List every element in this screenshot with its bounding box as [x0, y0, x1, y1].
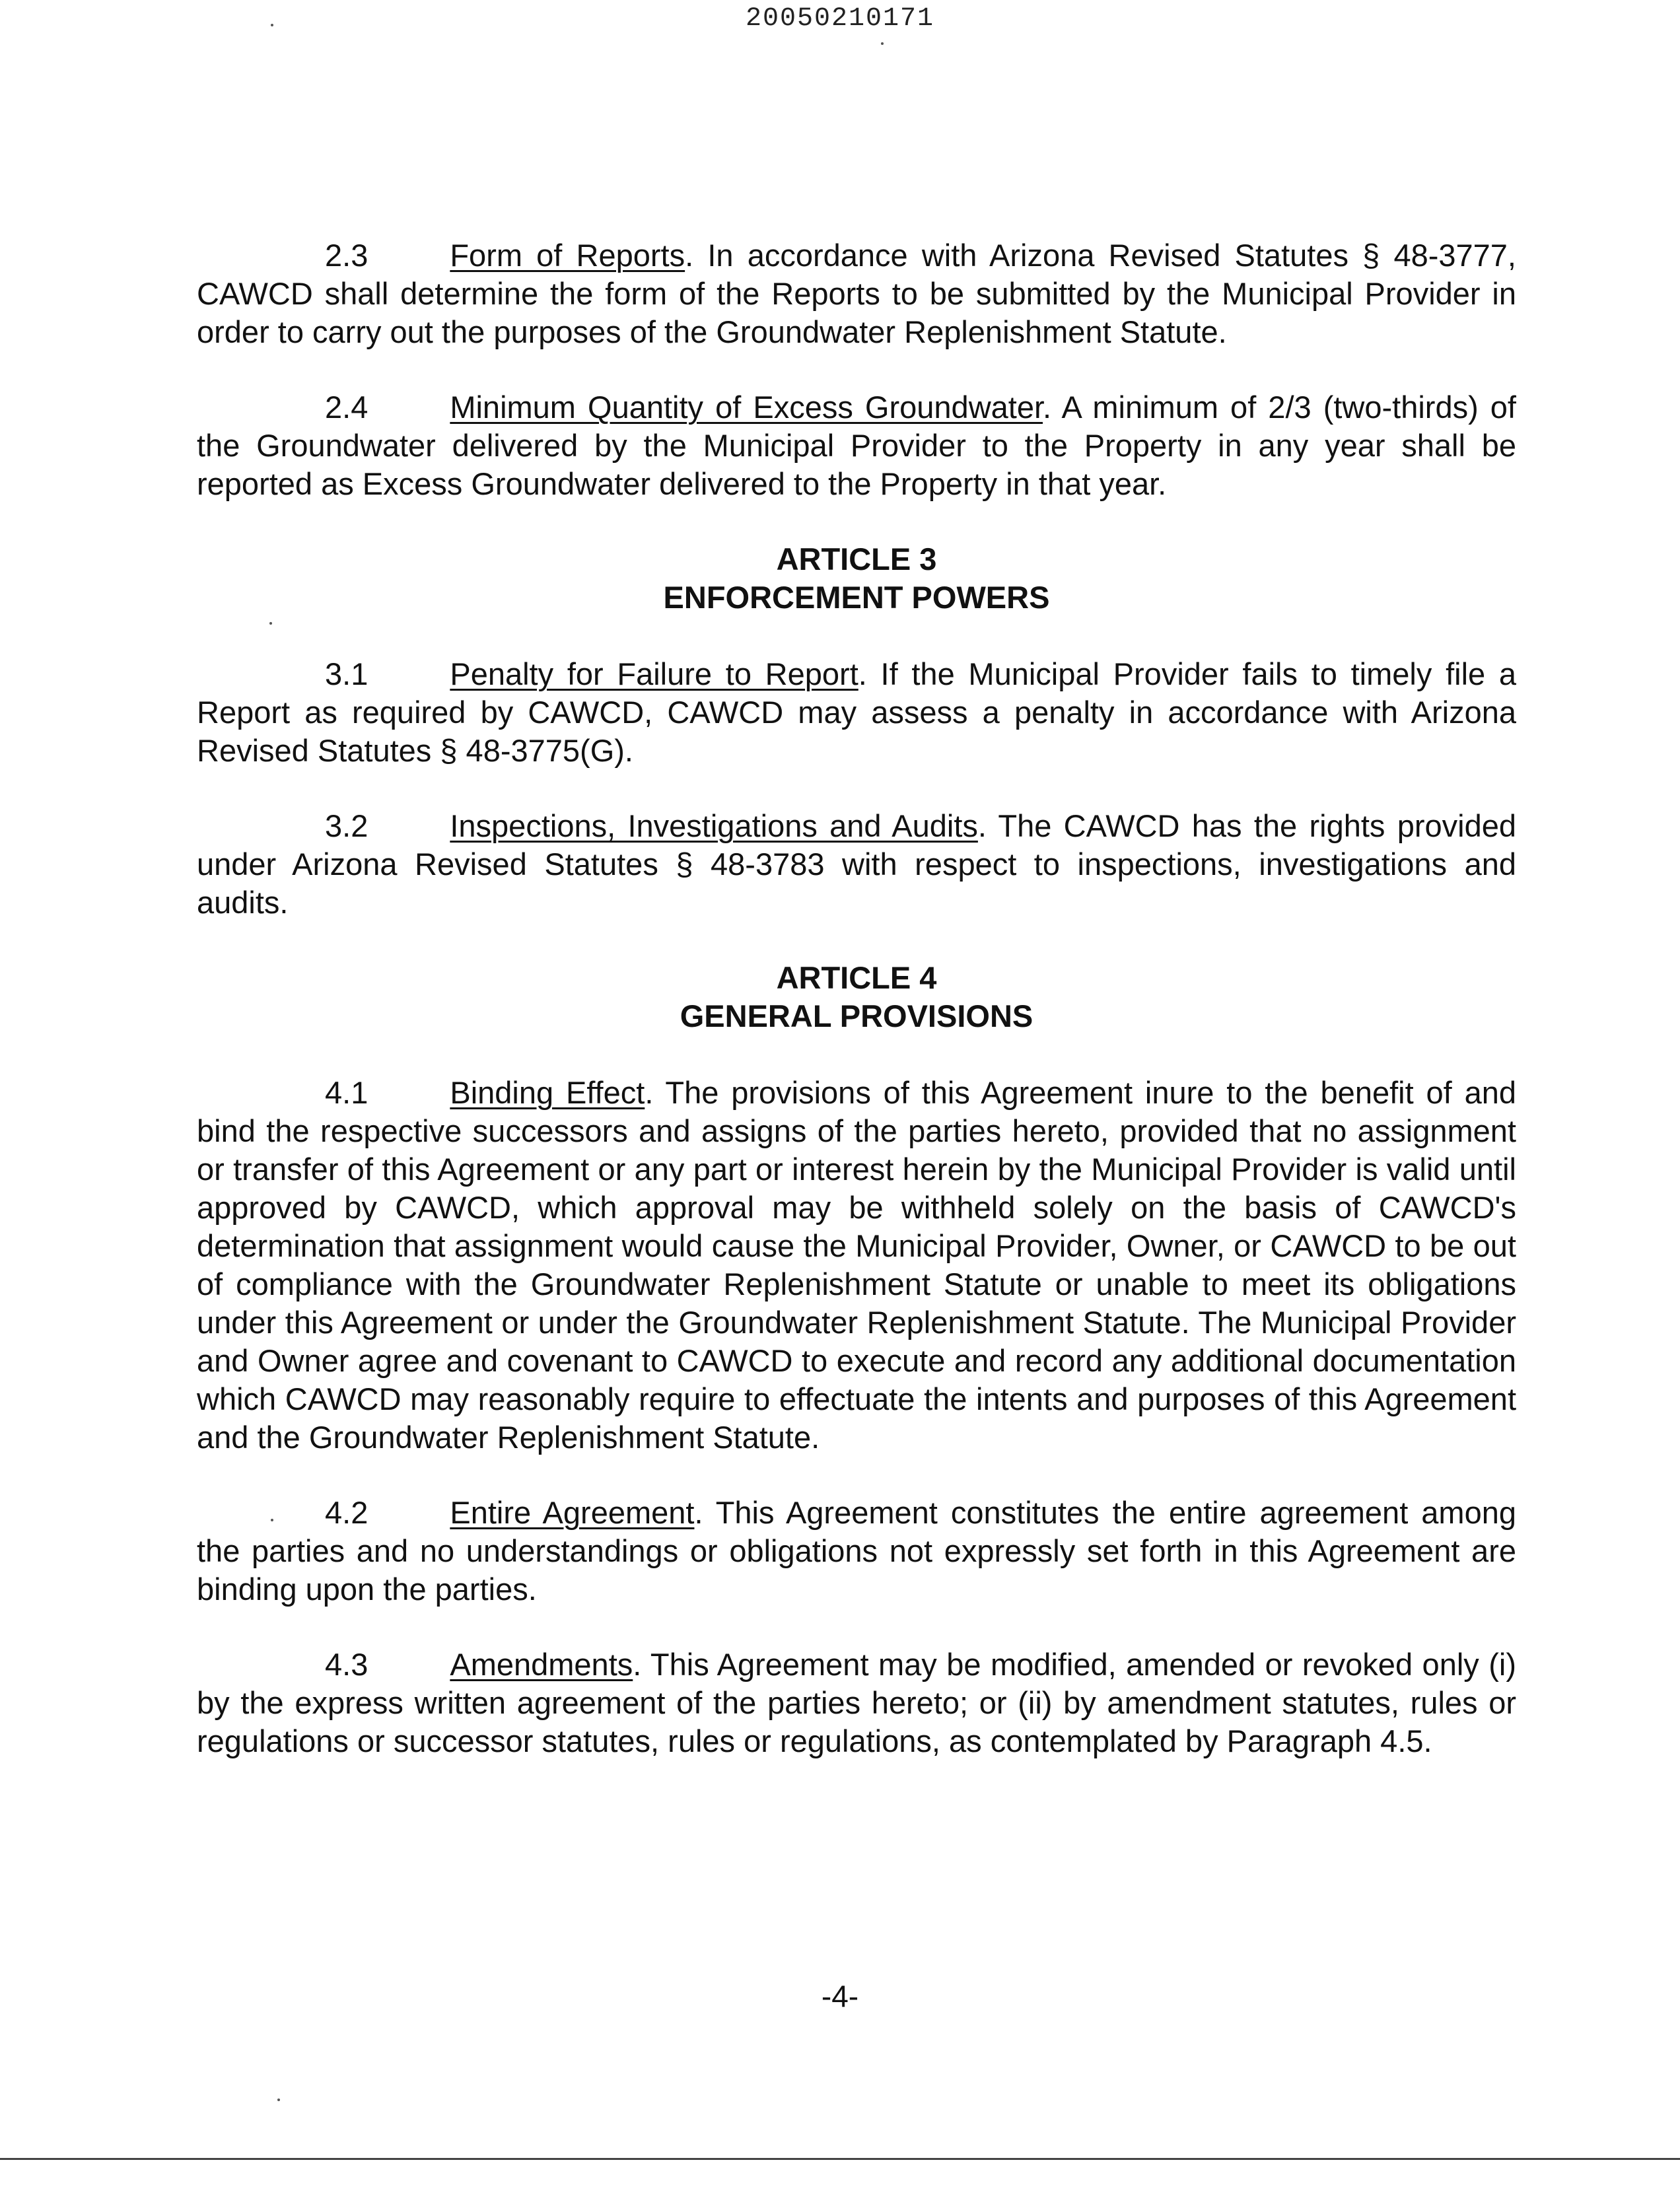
- section-title: Minimum Quantity of Excess Groundwater: [450, 390, 1043, 425]
- section-number: 3.2: [325, 808, 368, 843]
- section-number: 4.1: [325, 1075, 368, 1110]
- section-number: 4.3: [325, 1647, 368, 1682]
- section-title: Penalty for Failure to Report: [450, 656, 858, 691]
- section-3-1: [197, 655, 1516, 770]
- section-body: . The provisions of this Agreement inure to the benefit of and bind the respective successors and assigns of the parties hereto, provided that no assignment or transfer of this Agreement or any part or interest herein by the Municipal Provider is valid until approved by CAWCD, which approval may be withheld solely on the basis of CAWCD's determination that assignment would cause the Municipal Provider, Owner, or CAWCD to be out of compliance with the Groundwater Replenishment Statute or unable to meet its obligations under this Agreement or under the Groundwater Replenishment Statute. The Municipal Provider and Owner agree and covenant to CAWCD to execute and record any additional documentation which CAWCD may reasonably require to effectuate the intents and purposes of this Agreement and the Groundwater Replenishment Statute.: [197, 1075, 1516, 1455]
- scan-speck: [271, 1519, 273, 1521]
- section-title: Form of Reports: [450, 238, 685, 273]
- section-4-1: [197, 1074, 1516, 1457]
- section-number: 4.2: [325, 1495, 368, 1530]
- scan-speck: [277, 2099, 280, 2101]
- article-4-heading: [197, 959, 1516, 1035]
- article-3-heading: [197, 540, 1516, 617]
- section-title: Amendments: [450, 1647, 633, 1682]
- page-number: -4-: [821, 1979, 859, 2013]
- section-number: 3.1: [325, 656, 368, 691]
- section-title: Entire Agreement: [450, 1495, 695, 1530]
- section-body: . If the Municipal Provider fails to timely file a Report as required by CAWCD, CAWCD may assess a penalty in accordance with Arizona Revised Statutes § 48-3775(G).: [197, 656, 1517, 768]
- article-label: ARTICLE 3: [776, 541, 937, 576]
- scan-speck: [881, 42, 884, 45]
- scan-edge-rule: [0, 2158, 1680, 2160]
- section-body: . This Agreement constitutes the entire agreement among the parties and no understandings or obligations not expressly set forth in this Agreement are binding upon the parties.: [197, 1495, 1516, 1607]
- article-title: GENERAL PROVISIONS: [680, 998, 1033, 1033]
- section-body: . A minimum of 2/3 (two-thirds) of the Groundwater delivered by the Municipal Provider to the Property in any year shall be reported as Excess Groundwater delivered to the Property in that year.: [197, 390, 1516, 501]
- scan-speck: [269, 622, 272, 625]
- section-3-2: [197, 807, 1516, 922]
- section-number: 2.4: [325, 390, 368, 425]
- section-title: Inspections, Investigations and Audits: [450, 808, 978, 843]
- document-body: [197, 236, 1516, 1797]
- section-2-4: [197, 388, 1516, 503]
- section-4-3: [197, 1646, 1516, 1760]
- section-body: . In accordance with Arizona Revised Statutes § 48-3777, CAWCD shall determine the form of the Reports to be submitted by the Municipal Provider in order to carry out the purposes of the Groundwater Replenishment Statute.: [197, 238, 1516, 349]
- section-body: . The CAWCD has the rights provided under Arizona Revised Statutes § 48-3783 with respect to inspections, investigations and audits.: [197, 808, 1516, 920]
- section-4-2: [197, 1494, 1516, 1609]
- section-2-3: [197, 236, 1516, 351]
- article-title: ENFORCEMENT POWERS: [663, 580, 1050, 615]
- section-body: . This Agreement may be modified, amended or revoked only (i) by the express written agreement of the parties hereto; or (ii) by amendment statutes, rules or regulations or successor statutes, rules or regulations, as contemplated by Paragraph 4.5.: [197, 1647, 1516, 1758]
- scan-speck: [271, 24, 273, 26]
- document-recording-number: 20050210171: [745, 4, 935, 34]
- section-number: 2.3: [325, 238, 368, 273]
- article-label: ARTICLE 4: [776, 960, 937, 995]
- section-title: Binding Effect: [450, 1075, 645, 1110]
